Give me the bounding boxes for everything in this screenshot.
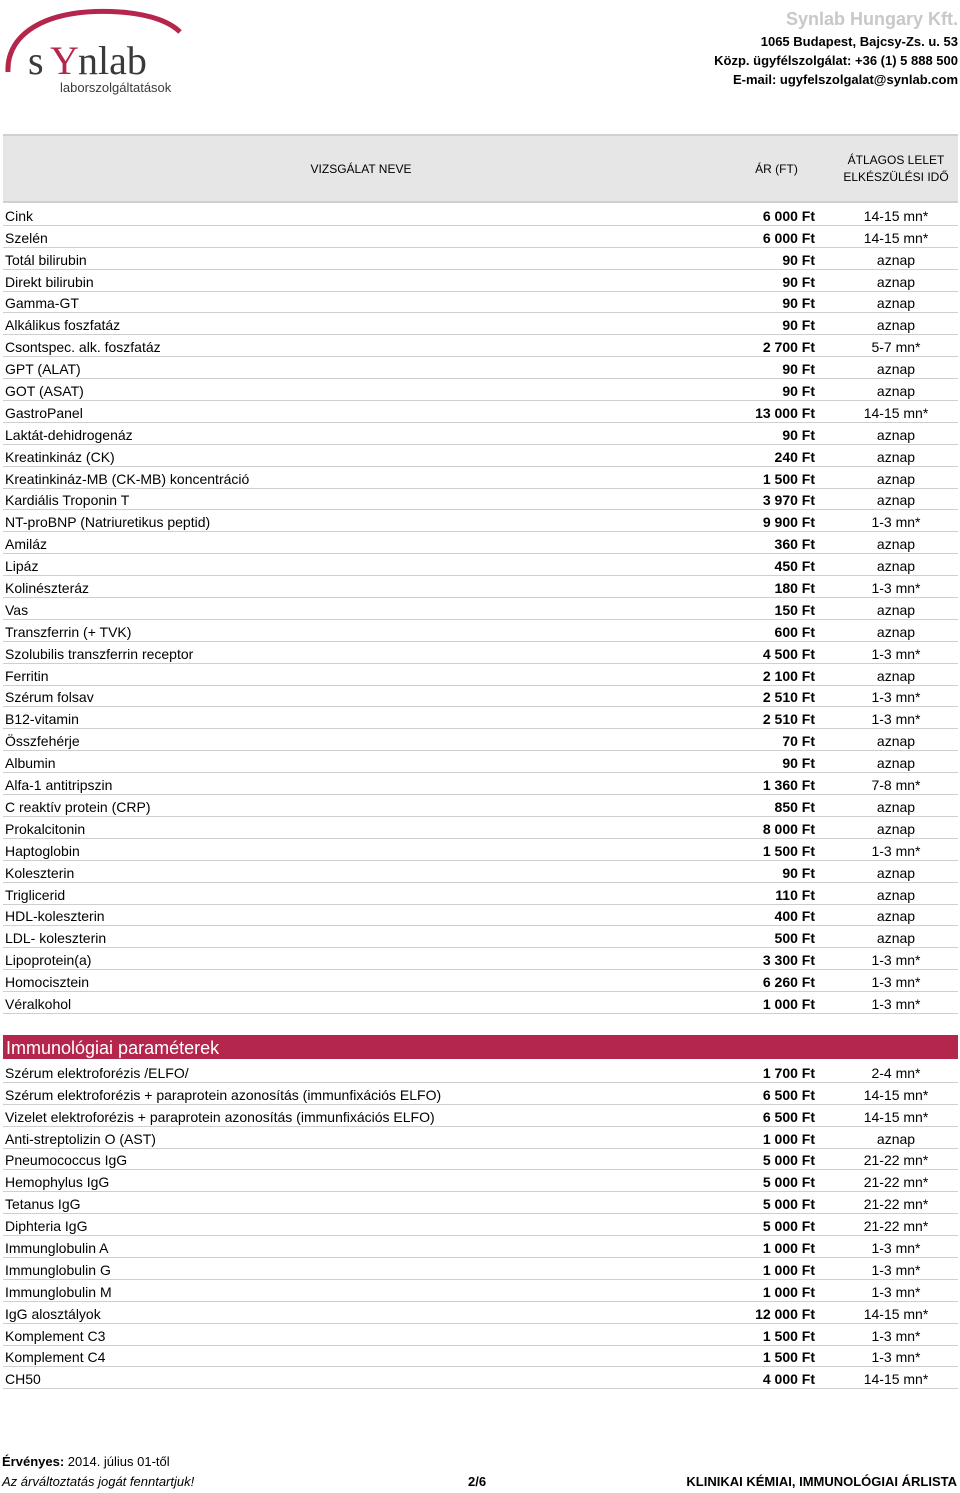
turnaround-time: aznap (876, 930, 916, 947)
column-header-time (834, 136, 958, 201)
test-name: Szelén (5, 229, 48, 246)
table-row (3, 992, 958, 1014)
test-name: Anti-streptolizin O (AST) (5, 1130, 156, 1147)
test-name: Vas (5, 601, 29, 618)
turnaround-time: aznap (876, 908, 916, 925)
table-row (3, 335, 958, 357)
test-name: Lipáz (5, 558, 39, 575)
table-row (3, 905, 958, 927)
turnaround-time: 14-15 mn* (863, 1108, 929, 1125)
test-price: 1 500 Ft (762, 1349, 815, 1366)
turnaround-time: aznap (876, 317, 916, 334)
turnaround-time: aznap (876, 295, 916, 312)
test-price: 6 000 Ft (762, 207, 815, 224)
test-price: 90 Ft (782, 273, 815, 290)
test-name: Kreatinkináz-MB (CK-MB) koncentráció (5, 470, 250, 487)
turnaround-time: aznap (876, 361, 916, 378)
price-change-note: Az árváltoztatás jogát fenntartjuk! (2, 1474, 195, 1489)
test-price: 90 Ft (782, 361, 815, 378)
table-row (3, 664, 958, 686)
test-name: Kreatinkináz (CK) (5, 448, 115, 465)
test-name: Szérum elektroforézis + paraprotein azonosítás (immunfixációs ELFO) (5, 1086, 442, 1103)
test-price: 2 100 Ft (762, 667, 815, 684)
turnaround-time: 1-3 mn* (871, 514, 921, 531)
test-price: 5 000 Ft (762, 1152, 815, 1169)
turnaround-time: aznap (876, 820, 916, 837)
turnaround-time: 1-3 mn* (871, 995, 921, 1012)
table-row (3, 970, 958, 992)
test-price: 1 700 Ft (762, 1064, 815, 1081)
table-row (3, 401, 958, 423)
svg-text:s: s (28, 38, 44, 83)
turnaround-time: 14-15 mn* (863, 207, 929, 224)
test-name: Szérum elektroforézis /ELFO/ (5, 1064, 189, 1081)
turnaround-time: aznap (876, 601, 916, 618)
test-price: 6 000 Ft (762, 229, 815, 246)
column-header-price: ÁR (FT) (755, 161, 798, 176)
table-row (3, 292, 958, 314)
table-row (3, 576, 958, 598)
table-row (3, 1105, 958, 1127)
test-name: Pneumococcus IgG (5, 1152, 128, 1169)
table-row (3, 642, 958, 664)
table-row (3, 773, 958, 795)
turnaround-time: aznap (876, 426, 916, 443)
test-price: 600 Ft (774, 623, 815, 640)
turnaround-time: 1-3 mn* (871, 1240, 921, 1257)
test-name: B12-vitamin (5, 711, 79, 728)
test-name: Vizelet elektroforézis + paraprotein azonosítás (immunfixációs ELFO) (5, 1108, 435, 1125)
test-price: 1 000 Ft (762, 1283, 815, 1300)
svg-text:Y: Y (50, 38, 79, 83)
table-row (3, 510, 958, 532)
table-row (3, 926, 958, 948)
test-price: 6 500 Ft (762, 1086, 815, 1103)
table-row (3, 686, 958, 708)
test-price: 1 360 Ft (762, 777, 815, 794)
test-name: Immunglobulin A (5, 1240, 109, 1257)
table-row (3, 554, 958, 576)
test-name: Koleszterin (5, 864, 75, 881)
test-name: C reaktív protein (CRP) (5, 798, 151, 815)
test-name: Kardiális Troponin T (5, 492, 130, 509)
test-price: 90 Ft (782, 251, 815, 268)
table-row (3, 817, 958, 839)
turnaround-time: aznap (876, 667, 916, 684)
test-name: Cink (5, 207, 34, 224)
test-price: 13 000 Ft (755, 404, 815, 421)
test-name: Véralkohol (5, 995, 72, 1012)
table-row (3, 313, 958, 335)
test-price: 9 900 Ft (762, 514, 815, 531)
turnaround-time: 2-4 mn* (871, 1064, 921, 1081)
test-name: Kolinészteráz (5, 580, 90, 597)
test-name: GPT (ALAT) (5, 361, 81, 378)
turnaround-time: aznap (876, 733, 916, 750)
validity (2, 1454, 170, 1469)
test-name: Prokalcitonin (5, 820, 86, 837)
turnaround-time: aznap (876, 470, 916, 487)
test-price: 90 Ft (782, 426, 815, 443)
test-name: Alkálikus foszfatáz (5, 317, 121, 334)
table-row (3, 1192, 958, 1214)
table-row (3, 379, 958, 401)
table-row (3, 423, 958, 445)
test-price: 1 000 Ft (762, 995, 815, 1012)
company-phone: Közp. ügyfélszolgálat: +36 (1) 5 888 500 (714, 53, 958, 68)
synlab-logo (0, 2, 200, 98)
company-email: E-mail: ugyfelszolgalat@synlab.com (732, 72, 958, 87)
turnaround-time: aznap (876, 536, 916, 553)
table-row (3, 948, 958, 970)
turnaround-time: aznap (876, 448, 916, 465)
turnaround-time: 1-3 mn* (871, 1349, 921, 1366)
turnaround-time: 21-22 mn* (863, 1174, 929, 1191)
test-price: 3 970 Ft (762, 492, 815, 509)
turnaround-time: 14-15 mn* (863, 229, 929, 246)
turnaround-time: 5-7 mn* (871, 339, 921, 356)
test-name: Totál bilirubin (5, 251, 87, 268)
svg-text:nlab: nlab (78, 38, 147, 83)
test-name: Szolubilis transzferrin receptor (5, 645, 194, 662)
company-name: Synlab Hungary Kft. (785, 9, 958, 29)
turnaround-time: aznap (876, 383, 916, 400)
validity-date: 2014. július 01-től (64, 1454, 170, 1469)
table-row (3, 248, 958, 270)
test-price: 360 Ft (774, 536, 815, 553)
test-price: 5 000 Ft (762, 1218, 815, 1235)
table-row (3, 1149, 958, 1171)
test-price: 70 Ft (782, 733, 815, 750)
test-price: 4 000 Ft (762, 1371, 815, 1388)
test-price: 3 300 Ft (762, 952, 815, 969)
test-price: 6 500 Ft (762, 1108, 815, 1125)
turnaround-time: 1-3 mn* (871, 1283, 921, 1300)
table-row (3, 270, 958, 292)
turnaround-time: aznap (876, 273, 916, 290)
test-name: Hemophylus IgG (5, 1174, 110, 1191)
test-price: 500 Ft (774, 930, 815, 947)
test-name: Laktát-dehidrogenáz (5, 426, 133, 443)
table-row (3, 839, 958, 861)
turnaround-time: 1-3 mn* (871, 952, 921, 969)
test-price: 90 Ft (782, 383, 815, 400)
table-row (3, 1280, 958, 1302)
test-price: 1 500 Ft (762, 842, 815, 859)
test-price: 240 Ft (774, 448, 815, 465)
turnaround-time: 1-3 mn* (871, 974, 921, 991)
test-name: CH50 (5, 1371, 41, 1388)
test-name: GOT (ASAT) (5, 383, 84, 400)
test-price: 90 Ft (782, 317, 815, 334)
test-price: 90 Ft (782, 755, 815, 772)
table-row (3, 1236, 958, 1258)
test-price: 1 000 Ft (762, 1130, 815, 1147)
section-title-immunology: Immunológiai paraméterek (3, 1035, 958, 1059)
turnaround-time: 1-3 mn* (871, 1261, 921, 1278)
test-price: 1 000 Ft (762, 1240, 815, 1257)
test-name: Immunglobulin G (5, 1261, 111, 1278)
test-name: GastroPanel (5, 404, 83, 421)
turnaround-time: aznap (876, 492, 916, 509)
test-name: Direkt bilirubin (5, 273, 94, 290)
table-row (3, 204, 958, 226)
turnaround-time: aznap (876, 623, 916, 640)
company-info (714, 6, 958, 89)
test-name: Szérum folsav (5, 689, 94, 706)
turnaround-time: 1-3 mn* (871, 580, 921, 597)
test-name: Komplement C4 (5, 1349, 106, 1366)
test-name: Lipoprotein(a) (5, 952, 92, 969)
turnaround-time: 1-3 mn* (871, 711, 921, 728)
turnaround-time: 14-15 mn* (863, 404, 929, 421)
test-name: Albumin (5, 755, 56, 772)
test-price: 180 Ft (774, 580, 815, 597)
test-name: Amiláz (5, 536, 48, 553)
company-address: 1065 Budapest, Bajcsy-Zs. u. 53 (760, 34, 958, 49)
svg-text:laborszolgáltatások: laborszolgáltatások (60, 80, 172, 95)
table-row (3, 1170, 958, 1192)
table-row (3, 1061, 958, 1083)
test-name: Komplement C3 (5, 1327, 106, 1344)
test-name: LDL- koleszterin (5, 930, 107, 947)
table-row (3, 1127, 958, 1149)
test-name: HDL-koleszterin (5, 908, 105, 925)
test-price: 1 000 Ft (762, 1261, 815, 1278)
table-row (3, 1083, 958, 1105)
turnaround-time: 21-22 mn* (863, 1196, 929, 1213)
table-row (3, 226, 958, 248)
table-row (3, 707, 958, 729)
validity-label: Érvényes: (2, 1454, 65, 1469)
turnaround-time: aznap (876, 251, 916, 268)
table-row (3, 1346, 958, 1368)
test-price: 1 500 Ft (762, 470, 815, 487)
table-row (3, 620, 958, 642)
table-row (3, 1302, 958, 1324)
turnaround-time: 1-3 mn* (871, 1327, 921, 1344)
test-name: Összfehérje (5, 733, 80, 750)
turnaround-time: 21-22 mn* (863, 1218, 929, 1235)
test-price: 8 000 Ft (762, 820, 815, 837)
test-price: 110 Ft (775, 886, 815, 903)
test-name: Transzferrin (+ TVK) (5, 623, 132, 640)
turnaround-time: 14-15 mn* (863, 1371, 929, 1388)
table-row (3, 532, 958, 554)
test-price: 12 000 Ft (755, 1305, 815, 1322)
column-header-time-line1: ÁTLAGOS LELET (847, 152, 945, 167)
turnaround-time: 21-22 mn* (863, 1152, 929, 1169)
turnaround-time: 1-3 mn* (871, 645, 921, 662)
turnaround-time: aznap (876, 1130, 916, 1147)
test-price: 2 700 Ft (762, 339, 815, 356)
turnaround-time: 1-3 mn* (871, 689, 921, 706)
turnaround-time: 14-15 mn* (863, 1086, 929, 1103)
test-name: Alfa-1 antitripszin (5, 777, 113, 794)
test-price: 5 000 Ft (762, 1174, 815, 1191)
turnaround-time: 1-3 mn* (871, 842, 921, 859)
test-price: 2 510 Ft (762, 711, 815, 728)
turnaround-time: aznap (876, 798, 916, 815)
page-number: 2/6 (468, 1474, 487, 1489)
test-price: 2 510 Ft (762, 689, 815, 706)
test-price: 450 Ft (774, 558, 815, 575)
test-price: 90 Ft (782, 295, 815, 312)
column-header-time-line2: ELKÉSZÜLÉSI IDŐ (843, 169, 949, 184)
test-name: Homocisztein (5, 974, 90, 991)
price-table-immunology (3, 1061, 958, 1389)
table-row (3, 1258, 958, 1280)
table-row (3, 729, 958, 751)
table-row (3, 795, 958, 817)
test-name: Haptoglobin (5, 842, 80, 859)
price-table-clinical (3, 204, 958, 1014)
test-name: IgG alosztályok (5, 1305, 101, 1322)
test-price: 6 260 Ft (762, 974, 815, 991)
turnaround-time: aznap (876, 864, 916, 881)
test-name: Tetanus IgG (5, 1196, 81, 1213)
test-name: Immunglobulin M (5, 1283, 112, 1300)
test-price: 150 Ft (774, 601, 815, 618)
test-name: Diphteria IgG (5, 1218, 88, 1235)
test-name: Gamma-GT (5, 295, 79, 312)
test-price: 90 Ft (782, 864, 815, 881)
test-name: Triglicerid (5, 886, 66, 903)
table-row (3, 357, 958, 379)
test-price: 1 500 Ft (762, 1327, 815, 1344)
test-name: Csontspec. alk. foszfatáz (5, 339, 161, 356)
table-row (3, 861, 958, 883)
test-name: NT-proBNP (Natriuretikus peptid) (5, 514, 211, 531)
table-row (3, 489, 958, 511)
test-price: 5 000 Ft (762, 1196, 815, 1213)
table-row (3, 1367, 958, 1389)
table-row (3, 1214, 958, 1236)
turnaround-time: 14-15 mn* (863, 1305, 929, 1322)
table-row (3, 1324, 958, 1346)
test-price: 400 Ft (774, 908, 815, 925)
table-row (3, 598, 958, 620)
turnaround-time: aznap (876, 755, 916, 772)
turnaround-time: aznap (876, 886, 916, 903)
table-row (3, 445, 958, 467)
test-price: 4 500 Ft (762, 645, 815, 662)
document-title: KLINIKAI KÉMIAI, IMMUNOLÓGIAI ÁRLISTA (686, 1474, 957, 1489)
turnaround-time: aznap (876, 558, 916, 575)
test-name: Ferritin (5, 667, 49, 684)
turnaround-time: 7-8 mn* (871, 777, 921, 794)
table-row (3, 467, 958, 489)
test-price: 850 Ft (774, 798, 815, 815)
table-row (3, 883, 958, 905)
table-header (3, 134, 958, 203)
table-row (3, 751, 958, 773)
column-header-name: VIZSGÁLAT NEVE (310, 161, 412, 176)
